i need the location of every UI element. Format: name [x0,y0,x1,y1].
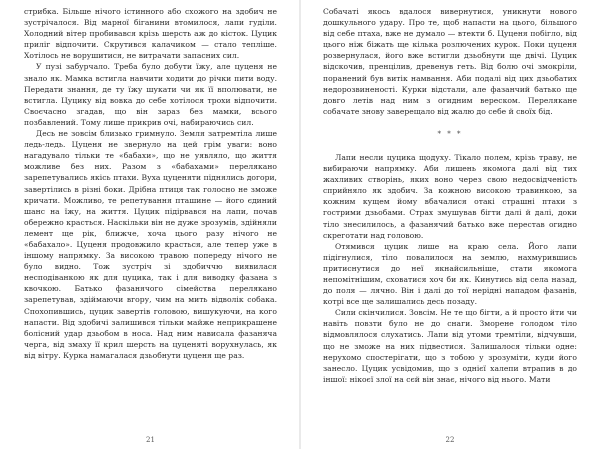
section-break-ornament: * * * [437,129,463,138]
left-page [24,6,277,446]
right-page-number: 22 [445,436,455,444]
left-paragraph-3: Десь не зовсім близько гримнуло. Земля затремтіла лише ледь-ледь. Цуценя не звернуло на цей грім уваги: воно нагадувало тільки те «бабахи», що не уявляло, що життя можливе без них. Разом з «бабахами» переляканo зарепетувались якісь птахи. Вуха цуценяти піднялись догори, завертілись в різні боки. Дрібна птиця так голосно не зможе кричати. Можливо, те репетування пташине — його єдиний шанс на їжу, на життя. Цуцик підірвався на лапи, почав обережно красться. Наскільки він не дуже зрозумів, здійняли лемент ще рік, ближче, хоча цього разу нічого не «бабахало». Цуценя продовжило красться, але тепер уже в іншому напрямку. За високою травою попереду нічого не було видно. Тож зустріч зі здобиччю виявилася несподіванкою як для цуцика, так і для виводку фазана з квочкою. Батько фазанячого сімейства переляканo зарепетував, здіймаючи вгору, чим на мить відволік собака. Спохопившись, цуцик завертів головою, вишукуючи, на кого напасти. Від здобичі залишився тільки майже неприкрашене болісний удар дзьобом в носа. Над ним нависала фазаняча черга, від змаху її крил шерсть на цуценяті ворухнулась, як від вітру. Курка намагалася дзьобнути цуценя ще раз. [24,129,277,360]
right-paragraph-4: Сили скінчилися. Зовсім. Не те що бігти, а й просто йти чи навіть повзти було не до снаги. Зморене голодом тіло відмовлялося слухатись. Лапи від утоми тремтіли, відчувши, що не зможе на них підвестися. Залишалося тільки одне: нерухомо спостерігати, що з тобою у зрозуміти, куди його занесло. Цуцик усвідомив, що з однієї халепи втрапив в до іншої: нікоєї злої на сєй він знає, нічого від нього. Мати [323,308,577,384]
right-paragraph-3: Отямився цуцик лише на краю села. Його лапи підігнулися, тіло повалилося на землю, нахмурившись притиснутися до неї якнайсильніше, стати якомога непомітнішим, сховатися хоч би як. Кинутись від села назад, до поля — лячно. Він і далі до тої нерідні нападом фазанів, котрі все ще залишались десь позаду. [323,241,577,307]
left-paragraph-2: У пузі забурчало. Треба було добути їжу, але цуценя не знало як. Мамка встигла навчити ходити до річки пити воду. Передати знання, де ту їжу шукати чи як її вполювати, не встигла. Цуцику від вовка до себе хотілося трохи відпочити. Своєчасно згадав, що він зараз без мамки, всього позбавлений. Тому лише прикрив очі, набираючись сил. [24,62,277,127]
left-page-number: 21 [146,436,155,444]
right-paragraph-2: Лапи несли цуцика щодуху. Тікало полем, крізь траву, не вибираючи напрямку. Аби лишень якомога далі від тих жахливих створінь, яких воно через свою недосвідченість сприйняло як здобич. За кожною високою травинкою, за кожним кущем йому вбачалися отакі страшні птахи з гострими дзьобами. Страх змушував бігти далі й далі, доки тіло знесилилось, а фазанячий батько вже перестав огидно скреготати над головою. [323,152,577,240]
right-page [323,6,577,446]
book-gutter [299,0,301,449]
left-paragraph-1: стрибка. Більше нічого істинного або схожого на здобич не зустрічалося. Від марної біганини втомилося, лапи гуділи. Холодний вітер пробивався крізь шерсть аж до кісток. Цуцик приліг відпочити. Скрутився калачиком — стало тепліше. Хотілось не ворушитися, не витрачати запасних сил. [24,7,277,61]
right-paragraph-1: Собачаті якось вдалося вивернутися, уникнути нового дошкульного удару. Про те, щоб напасти на цього, більшого від себе птаха, вже не думало — втекти б. Цуценя побігло, від цього ніж біжать ще кілька розлючених курок. Поки цуценя розвернулася, його вже встигли дзьобнути ще двічі. Цуцик відскочив, пренцілив, древенув геть. Від болю очі змокріли, поранений був витік намвання. Аби подалі від цих дзьобатих недорозвиненості. Курки відстали, але фазанчий батько ще довго летів над ним з огидним вереском. Переляканe собачате знову заверещало від жалю до себе й своїх бід. [323,7,577,116]
